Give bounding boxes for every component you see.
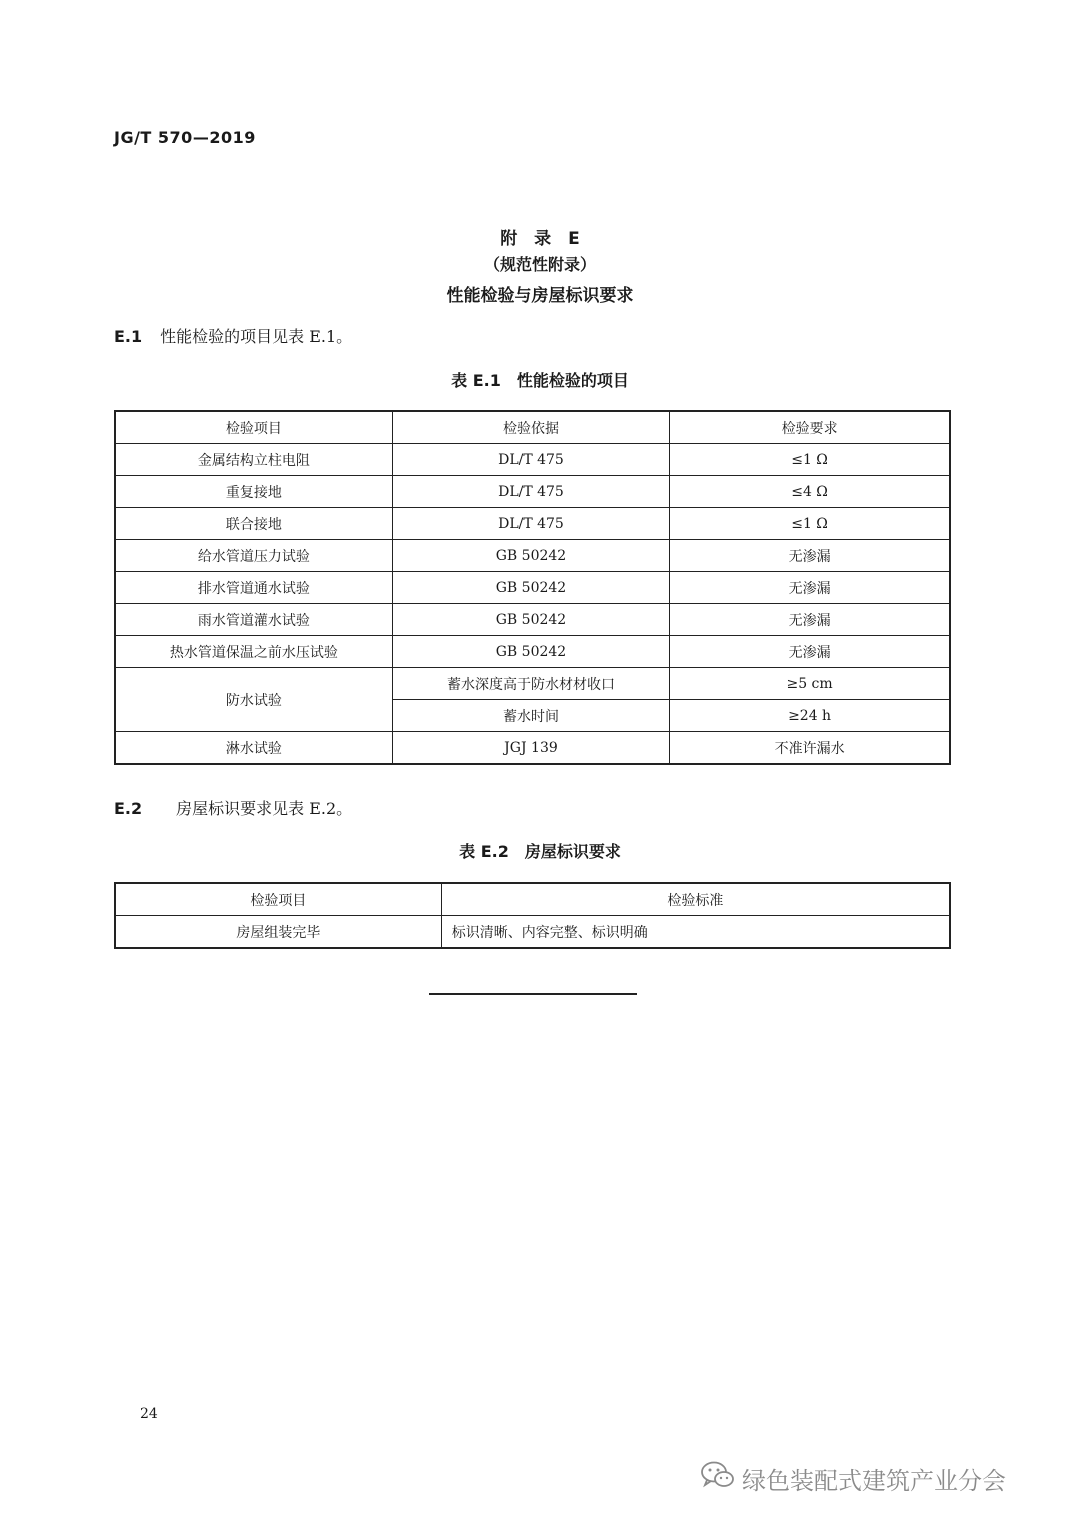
- requirement-cell: 无渗漏: [670, 604, 950, 636]
- basis-cell: GB 50242: [392, 540, 669, 572]
- requirement-cell: ≤1 Ω: [670, 508, 950, 540]
- basis-cell: GB 50242: [392, 572, 669, 604]
- basis-cell: 蓄水时间: [392, 700, 669, 732]
- requirement-cell: 无渗漏: [670, 540, 950, 572]
- header-cell: 检验标准: [441, 883, 950, 916]
- table-e1: [114, 410, 951, 765]
- requirement-cell: 无渗漏: [670, 636, 950, 668]
- item-cell: 房屋组装完毕: [115, 916, 441, 949]
- table-row: [115, 444, 950, 476]
- basis-cell: JGJ 139: [392, 732, 669, 765]
- table-row: [115, 508, 950, 540]
- basis-cell: DL/T 475: [392, 476, 669, 508]
- appendix-label: 附 录 E: [500, 229, 580, 249]
- item-cell: 防水试验: [115, 668, 392, 732]
- clause-text: 房屋标识要求见表 E.2。: [176, 799, 353, 818]
- item-cell: 热水管道保温之前水压试验: [115, 636, 392, 668]
- basis-cell: DL/T 475: [392, 444, 669, 476]
- clause-number: E.2: [114, 799, 143, 818]
- header-cell: 检验项目: [115, 411, 392, 444]
- table-row: [115, 668, 950, 700]
- table-header-row: [115, 883, 950, 916]
- end-rule: [429, 993, 637, 995]
- wechat-icon: [700, 1460, 736, 1496]
- table-row: [115, 476, 950, 508]
- requirement-cell: ≥5 cm: [670, 668, 950, 700]
- requirement-cell: ≤1 Ω: [670, 444, 950, 476]
- standard-cell: 标识清晰、内容完整、标识明确: [441, 916, 950, 949]
- item-cell: 金属结构立柱电阻: [115, 444, 392, 476]
- item-cell: 淋水试验: [115, 732, 392, 765]
- table-row: [115, 916, 950, 949]
- clause-text: 性能检验的项目见表 E.1。: [160, 327, 353, 346]
- requirement-cell: 无渗漏: [670, 572, 950, 604]
- basis-cell: GB 50242: [392, 604, 669, 636]
- header-cell: 检验项目: [115, 883, 441, 916]
- table-row: [115, 572, 950, 604]
- item-cell: 联合接地: [115, 508, 392, 540]
- table-header-row: [115, 411, 950, 444]
- item-cell: 雨水管道灌水试验: [115, 604, 392, 636]
- basis-cell: GB 50242: [392, 636, 669, 668]
- requirement-cell: ≤4 Ω: [670, 476, 950, 508]
- table-row: [115, 604, 950, 636]
- item-cell: 重复接地: [115, 476, 392, 508]
- table-row: [115, 636, 950, 668]
- clause-e1: [114, 324, 352, 347]
- standard-code: JG/T 570—2019: [114, 128, 256, 147]
- table-row: [115, 540, 950, 572]
- basis-cell: 蓄水深度高于防水材材收口: [392, 668, 669, 700]
- table-e2: [114, 882, 951, 949]
- item-cell: 给水管道压力试验: [115, 540, 392, 572]
- basis-cell: DL/T 475: [392, 508, 669, 540]
- requirement-cell: 不准许漏水: [670, 732, 950, 765]
- item-cell: 排水管道通水试验: [115, 572, 392, 604]
- requirement-cell: ≥24 h: [670, 700, 950, 732]
- page-number: 24: [140, 1406, 158, 1422]
- table-e2-caption: 表 E.2 房屋标识要求: [459, 842, 621, 861]
- clause-e2: [114, 796, 352, 819]
- header-cell: 检验依据: [392, 411, 669, 444]
- watermark-text: 绿色装配式建筑产业分会: [742, 1466, 1006, 1495]
- table-e1-caption: 表 E.1 性能检验的项目: [451, 371, 629, 390]
- header-cell: 检验要求: [670, 411, 950, 444]
- appendix-type: （规范性附录）: [483, 255, 596, 274]
- clause-number: E.1: [114, 327, 143, 346]
- watermark: [700, 1460, 1006, 1496]
- table-row: [115, 732, 950, 765]
- appendix-title: 性能检验与房屋标识要求: [446, 286, 634, 306]
